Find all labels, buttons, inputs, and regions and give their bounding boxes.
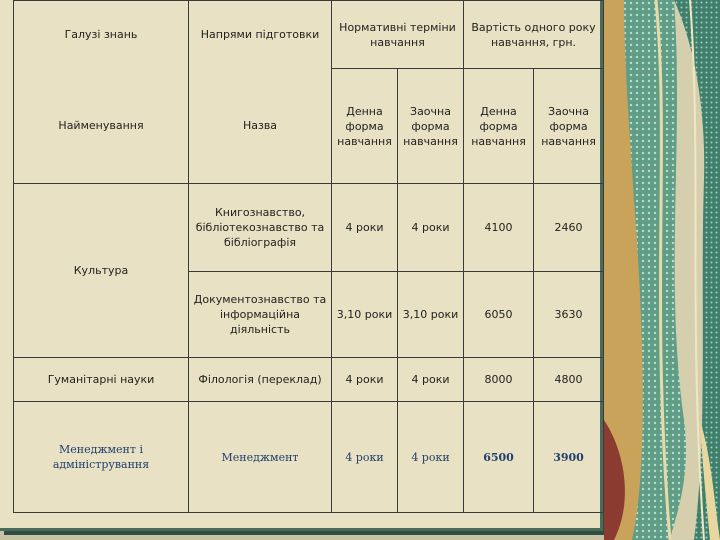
term-day-cell: 4 роки (332, 184, 398, 272)
term-day-cell: 3,10 роки (332, 272, 398, 358)
table-row (14, 184, 604, 272)
header-field-of-knowledge: Галузі знань (14, 1, 189, 69)
header-title-label: Назва (189, 69, 332, 184)
cost-extramural-cell: 2460 (534, 184, 604, 272)
term-extramural-cell: 4 роки (398, 184, 464, 272)
field-cell: Менеджмент і адміністрування (14, 402, 189, 513)
direction-cell: Документознавство та інформаційна діяльність (189, 272, 332, 358)
field-cell: Гуманітарні науки (14, 358, 189, 402)
table-row (14, 402, 604, 513)
header-row-1 (14, 1, 604, 69)
cost-day-cell: 6050 (464, 272, 534, 358)
direction-cell: Філологія (переклад) (189, 358, 332, 402)
ornament-illustration (604, 0, 720, 540)
cost-extramural-cell: 4800 (534, 358, 604, 402)
header-term-extramural: Заочна форма навчання (398, 69, 464, 184)
header-row-2 (14, 69, 604, 184)
tuition-table (13, 0, 604, 513)
header-cost-per-year: Вартість одного року навчання, грн. (464, 1, 604, 69)
direction-cell: Книгознавство, бібліотекознавство та бібліографія (189, 184, 332, 272)
term-extramural-cell: 3,10 роки (398, 272, 464, 358)
table-row (14, 358, 604, 402)
term-day-cell: 4 роки (332, 402, 398, 513)
header-name-label: Найменування (14, 69, 189, 184)
header-term-day: Денна форма навчання (332, 69, 398, 184)
header-training-direction: Напрями підготовки (189, 1, 332, 69)
field-cell: Культура (14, 184, 189, 358)
cost-extramural-cell: 3630 (534, 272, 604, 358)
header-cost-extramural: Заочна форма навчання (534, 69, 604, 184)
cost-extramural-cell: 3900 (534, 402, 604, 513)
direction-cell: Менеджмент (189, 402, 332, 513)
term-extramural-cell: 4 роки (398, 402, 464, 513)
header-cost-day: Денна форма навчання (464, 69, 534, 184)
cost-day-cell: 6500 (464, 402, 534, 513)
decorative-side-art (604, 0, 720, 540)
term-day-cell: 4 роки (332, 358, 398, 402)
cost-day-cell: 8000 (464, 358, 534, 402)
header-normative-terms: Нормативні терміни навчання (332, 1, 464, 69)
term-extramural-cell: 4 роки (398, 358, 464, 402)
cost-day-cell: 4100 (464, 184, 534, 272)
